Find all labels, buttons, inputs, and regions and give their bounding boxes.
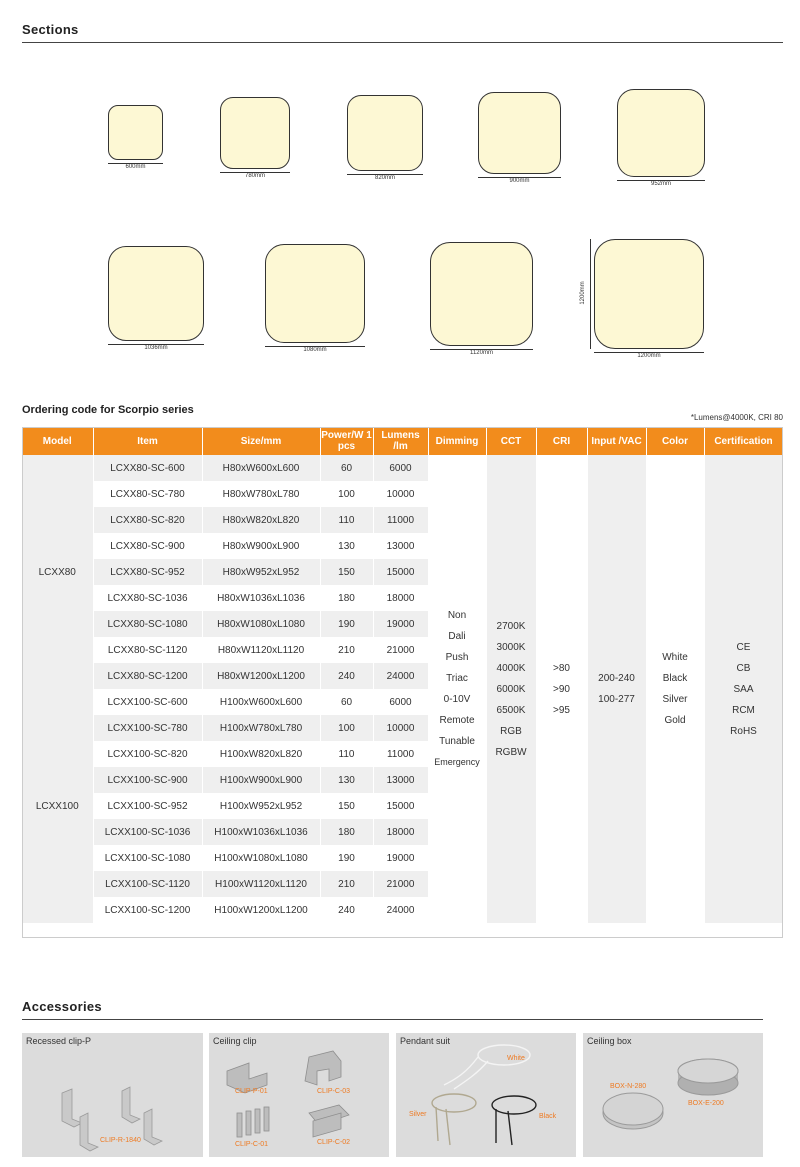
- cell-size: H80xW820xL820: [202, 507, 320, 533]
- cell-size: H80xW1200xL1200: [202, 663, 320, 689]
- cell-dimming: [428, 455, 486, 923]
- input-value: 100-277: [598, 694, 635, 705]
- cell-item: LCXX100-SC-600: [93, 689, 202, 715]
- accessory-panel-pendant-suit: [396, 1033, 576, 1157]
- cell-size: H80xW1120xL1120: [202, 637, 320, 663]
- dimming-value: Dali: [448, 631, 466, 642]
- th-certification: Certification: [704, 427, 783, 455]
- cell-power: 130: [320, 767, 373, 793]
- section-label: 600mm: [125, 164, 146, 170]
- section-label: 1200mm: [637, 353, 661, 359]
- table-row: [22, 455, 783, 481]
- cri-value: >95: [553, 704, 570, 716]
- section-label: 780mm: [244, 173, 265, 179]
- model-cell: LCXX100: [22, 689, 93, 923]
- cell-item: LCXX100-SC-1200: [93, 897, 202, 923]
- cct-value: 3000K: [496, 641, 526, 653]
- cell-lumens: 24000: [373, 897, 428, 923]
- cct-value: 4000K: [496, 662, 526, 674]
- cct-value: 6500K: [496, 704, 526, 716]
- cell-power: 150: [320, 559, 373, 585]
- cell-lumens: 21000: [373, 637, 428, 663]
- cell-item: LCXX80-SC-900: [93, 533, 202, 559]
- cell-lumens: 24000: [373, 663, 428, 689]
- cell-item: LCXX100-SC-780: [93, 715, 202, 741]
- section-shape-600: [108, 105, 163, 160]
- cell-size: H80xW900xL900: [202, 533, 320, 559]
- section-shape-1120: [430, 242, 533, 346]
- cell-power: 180: [320, 819, 373, 845]
- certification-value: CB: [736, 662, 751, 674]
- cell-size: H100xW780xL780: [202, 715, 320, 741]
- dimming-value: Non: [447, 610, 467, 621]
- section-shape-900: [478, 92, 561, 174]
- cct-value: RGBW: [495, 746, 527, 758]
- dimming-value: Triac: [446, 673, 468, 684]
- cell-power: 180: [320, 585, 373, 611]
- cell-lumens: 11000: [373, 741, 428, 767]
- section-shape-780: [220, 97, 290, 169]
- cell-size: H80xW952xL952: [202, 559, 320, 585]
- section-shape-820: [347, 95, 423, 171]
- accessories-rule: [22, 1019, 763, 1020]
- th-item: Item: [93, 427, 202, 455]
- cell-power: 110: [320, 741, 373, 767]
- ordering-table: [22, 427, 784, 923]
- section-label: 1080mm: [303, 347, 327, 353]
- cell-power: 210: [320, 871, 373, 897]
- cell-cct: [486, 455, 536, 923]
- accessory-title: Recessed clip-P: [26, 1036, 92, 1046]
- cell-item: LCXX100-SC-952: [93, 793, 202, 819]
- cell-item: LCXX100-SC-900: [93, 767, 202, 793]
- accessory-label: BOX-N-280: [610, 1083, 647, 1090]
- th-model: Model: [22, 427, 93, 455]
- cell-item: LCXX80-SC-820: [93, 507, 202, 533]
- sections-rule: [22, 42, 783, 43]
- cell-color: [646, 455, 704, 923]
- accessory-title: Pendant suit: [400, 1036, 451, 1046]
- cell-size: H100xW1036xL1036: [202, 819, 320, 845]
- cell-size: H100xW1120xL1120: [202, 871, 320, 897]
- cell-certification: [704, 455, 783, 923]
- ceiling-box-icon: [583, 1033, 763, 1157]
- section-shape-1080: [265, 244, 365, 343]
- cell-power: 190: [320, 611, 373, 637]
- cell-size: H100xW900xL900: [202, 767, 320, 793]
- cell-lumens: 19000: [373, 845, 428, 871]
- color-value: Silver: [662, 694, 688, 705]
- cell-lumens: 18000: [373, 819, 428, 845]
- certification-value: RoHS: [730, 725, 757, 737]
- accessory-label: CLIP-C-02: [317, 1139, 351, 1146]
- cell-power: 150: [320, 793, 373, 819]
- accessory-label: Silver: [409, 1111, 427, 1118]
- accessory-label: CLIP-C-03: [317, 1088, 351, 1095]
- dimming-value: Emergency: [434, 757, 480, 767]
- ordering-title: Ordering code for Scorpio series: [22, 404, 194, 416]
- certification-value: SAA: [733, 683, 754, 695]
- cell-power: 110: [320, 507, 373, 533]
- input-value: 200-240: [598, 673, 635, 684]
- table-header-row: [22, 427, 783, 455]
- cell-lumens: 15000: [373, 793, 428, 819]
- section-shape-1036: [108, 246, 204, 341]
- th-cri: CRI: [536, 427, 587, 455]
- cell-lumens: 13000: [373, 533, 428, 559]
- section-shape-952: [617, 89, 705, 177]
- ordering-note: *Lumens@4000K, CRI 80: [690, 413, 783, 422]
- cell-power: 60: [320, 455, 373, 481]
- cell-size: H80xW1080xL1080: [202, 611, 320, 637]
- section-label: 1120mm: [470, 350, 493, 356]
- accessory-label: CLIP-C-01: [235, 1141, 269, 1148]
- cell-size: H100xW1080xL1080: [202, 845, 320, 871]
- th-color: Color: [646, 427, 704, 455]
- cell-size: H80xW600xL600: [202, 455, 320, 481]
- cell-lumens: 13000: [373, 767, 428, 793]
- cell-power: 60: [320, 689, 373, 715]
- dimming-value: Tunable: [439, 736, 475, 747]
- model-cell: LCXX80: [22, 455, 93, 689]
- section-label: 1036mm: [144, 345, 168, 351]
- cct-value: 2700K: [496, 620, 526, 632]
- cell-power: 190: [320, 845, 373, 871]
- cell-power: 240: [320, 663, 373, 689]
- cell-power: 240: [320, 897, 373, 923]
- cell-lumens: 21000: [373, 871, 428, 897]
- cell-item: LCXX100-SC-820: [93, 741, 202, 767]
- cell-power: 100: [320, 715, 373, 741]
- cell-item: LCXX100-SC-1080: [93, 845, 202, 871]
- cell-lumens: 6000: [373, 689, 428, 715]
- accessory-panel-recessed-clip: [22, 1033, 203, 1157]
- accessory-label: CLIP-R-1840: [100, 1137, 141, 1144]
- cell-lumens: 6000: [373, 455, 428, 481]
- cell-lumens: 19000: [373, 611, 428, 637]
- th-cct: CCT: [486, 427, 536, 455]
- section-label: 820mm: [374, 175, 395, 181]
- cell-cri: [536, 455, 587, 923]
- accessory-label: Black: [539, 1113, 557, 1120]
- sections-title: Sections: [22, 22, 79, 37]
- pendant-cable-icon: [396, 1033, 576, 1157]
- color-value: Black: [662, 673, 688, 684]
- cri-value: >80: [553, 662, 570, 674]
- section-shape-1200: [594, 239, 704, 349]
- cell-lumens: 18000: [373, 585, 428, 611]
- cell-input: [587, 455, 646, 923]
- color-value: White: [662, 652, 688, 663]
- ceiling-clip-icon: [209, 1033, 389, 1157]
- cell-size: H100xW1200xL1200: [202, 897, 320, 923]
- cell-item: LCXX80-SC-1036: [93, 585, 202, 611]
- cell-power: 130: [320, 533, 373, 559]
- cell-size: H100xW820xL820: [202, 741, 320, 767]
- cell-size: H100xW600xL600: [202, 689, 320, 715]
- cell-size: H80xW1036xL1036: [202, 585, 320, 611]
- cri-value: >90: [553, 683, 570, 695]
- cell-lumens: 11000: [373, 507, 428, 533]
- th-input: Input /VAC: [587, 427, 646, 455]
- th-dimming: Dimming: [428, 427, 486, 455]
- cell-item: LCXX100-SC-1120: [93, 871, 202, 897]
- color-value: Gold: [664, 715, 686, 726]
- accessory-panel-ceiling-box: [583, 1033, 763, 1157]
- cell-item: LCXX80-SC-1200: [93, 663, 202, 689]
- cell-power: 100: [320, 481, 373, 507]
- cell-lumens: 10000: [373, 481, 428, 507]
- accessory-label: BOX-E-200: [688, 1100, 724, 1107]
- cell-size: H100xW952xL952: [202, 793, 320, 819]
- cell-item: LCXX80-SC-1120: [93, 637, 202, 663]
- accessories-title: Accessories: [22, 999, 102, 1014]
- cell-item: LCXX80-SC-952: [93, 559, 202, 585]
- dimming-value: Push: [445, 652, 469, 663]
- cell-lumens: 15000: [373, 559, 428, 585]
- th-size: Size/mm: [202, 427, 320, 455]
- cell-power: 210: [320, 637, 373, 663]
- dimming-value: 0-10V: [443, 694, 471, 705]
- section-label-vertical: 1200mm: [580, 281, 586, 305]
- th-power: Power/W 1 pcs: [320, 427, 373, 455]
- cct-value: 6000K: [496, 683, 526, 695]
- cell-size: H80xW780xL780: [202, 481, 320, 507]
- cell-item: LCXX80-SC-780: [93, 481, 202, 507]
- cct-value: RGB: [500, 725, 522, 737]
- accessory-label: CLIP-P-01: [235, 1088, 268, 1095]
- cell-item: LCXX80-SC-600: [93, 455, 202, 481]
- th-lumens: Lumens /lm: [373, 427, 428, 455]
- cell-item: LCXX80-SC-1080: [93, 611, 202, 637]
- accessory-label: White: [507, 1055, 525, 1062]
- section-label: 900mm: [509, 178, 530, 184]
- dimming-value: Remote: [439, 715, 475, 726]
- cell-lumens: 10000: [373, 715, 428, 741]
- cell-item: LCXX100-SC-1036: [93, 819, 202, 845]
- accessory-title: Ceiling clip: [213, 1036, 257, 1046]
- certification-value: RCM: [732, 704, 755, 716]
- certification-value: CE: [736, 641, 751, 653]
- accessory-title: Ceiling box: [587, 1036, 632, 1046]
- section-label: 952mm: [650, 181, 671, 187]
- accessory-panel-ceiling-clip: [209, 1033, 389, 1157]
- dim-line-vertical: [590, 239, 591, 349]
